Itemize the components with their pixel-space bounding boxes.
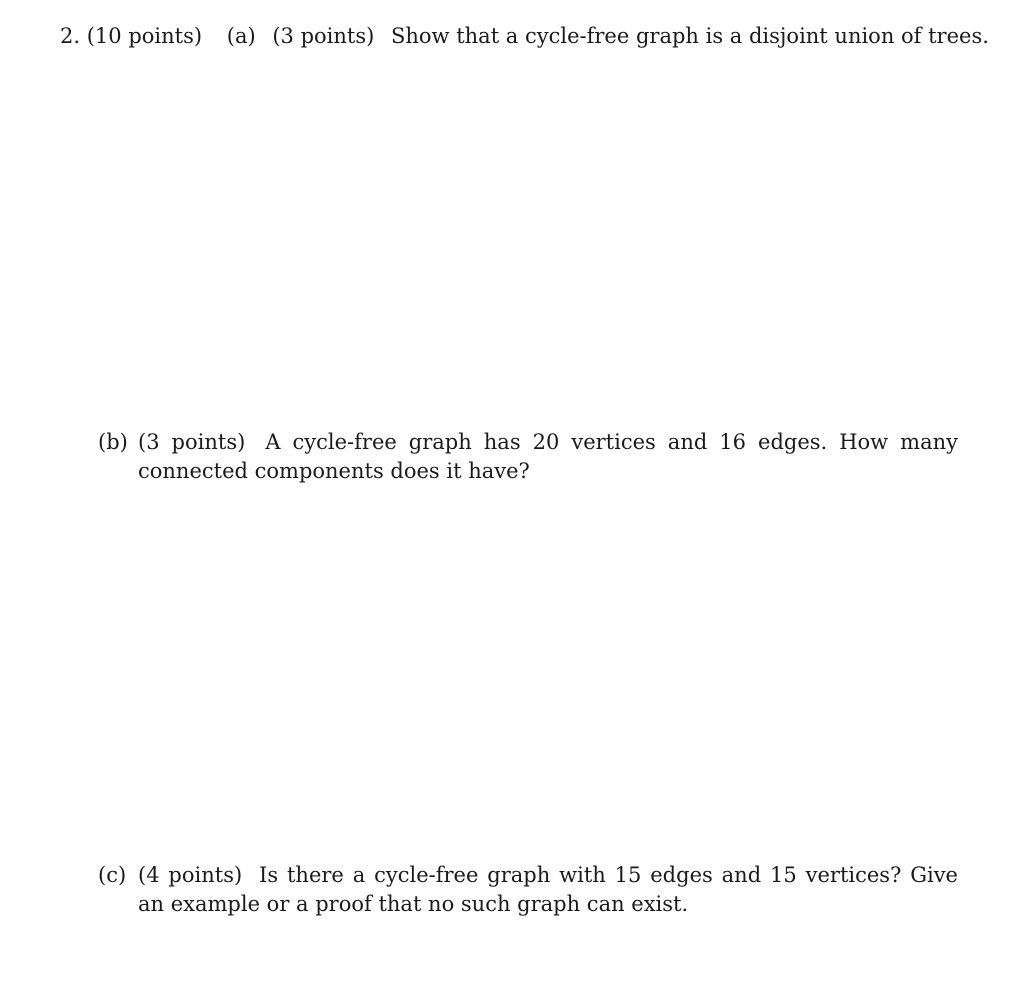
part-c-points: (4 points) [138,863,243,887]
part-b-points: (3 points) [138,430,246,454]
problem-number: 2. [60,24,81,48]
part-a-text: Show that a cycle-free graph is a disjoint union of trees. [391,24,989,48]
problem-header [60,22,989,51]
part-b-label: (b) [98,430,128,454]
part-c-text: Is there a cycle-free graph with 15 edges and 15 vertices? Give an example or a proof that no such graph can exist. [138,863,958,916]
part-b-body [138,428,958,486]
part-a-label: (a) [226,24,256,48]
part-b-text: A cycle-free graph has 20 vertices and 16 edges. How many connected components does it have? [138,430,958,483]
part-a-points: (3 points) [272,24,375,48]
part-c-body [138,861,958,919]
part-c-label: (c) [98,863,127,887]
problem-points: (10 points) [86,24,203,48]
part-c [98,861,958,919]
part-b [98,428,958,486]
